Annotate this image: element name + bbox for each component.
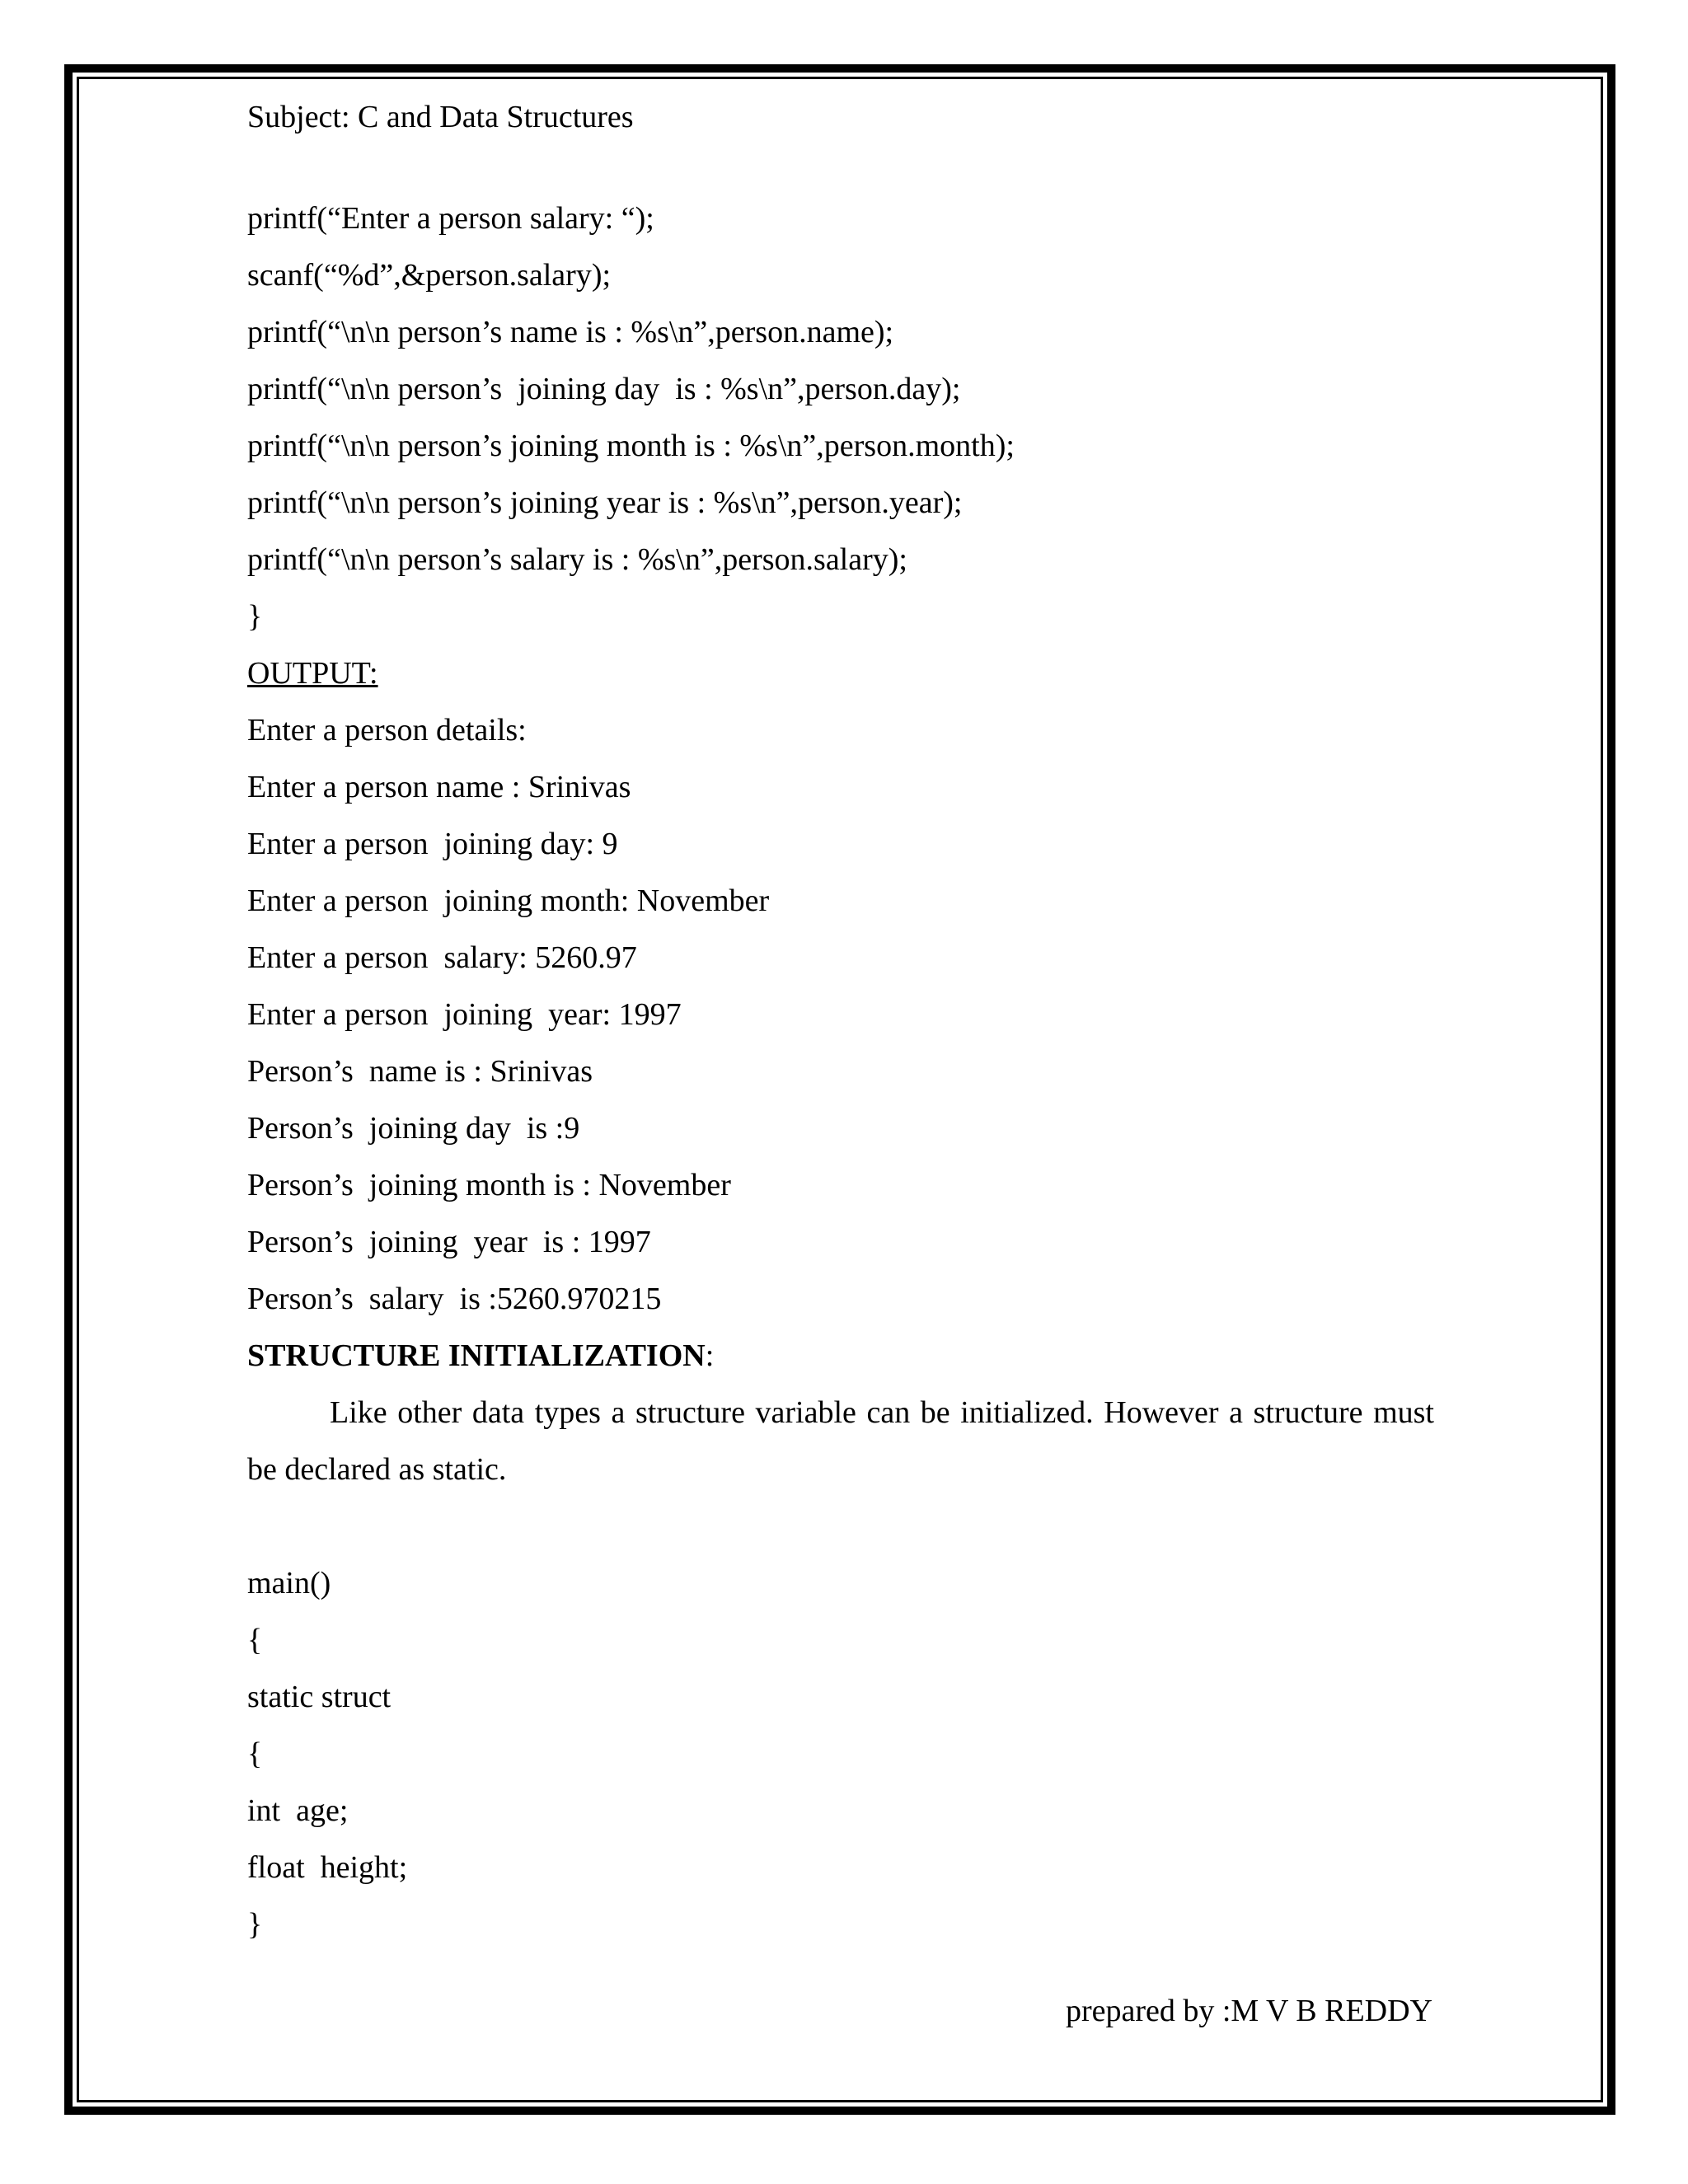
code-line: } [247,1907,263,1942]
output-line: Enter a person joining month: November [247,883,770,918]
code-line: { [247,1736,263,1771]
output-line: Person’s joining year is : 1997 [247,1225,651,1259]
output-line: Person’s salary is :5260.970215 [247,1282,662,1316]
output-line: Enter a person joining day: 9 [247,827,618,861]
output-line: Person’s joining day is :9 [247,1111,580,1146]
code-line: { [247,1623,263,1657]
section-heading-colon: : [705,1338,715,1373]
code-line: printf(“\n\n person’s salary is : %s\n”,person.salary); [247,542,907,577]
output-heading: OUTPUT: [247,656,378,691]
document-page [247,92,1434,1953]
spacer [247,1498,1434,1555]
output-line: Person’s joining month is : November [247,1168,731,1202]
subject-header: Subject: C and Data Structures [247,100,634,134]
code-line: printf(“\n\n person’s joining month is : %s\n”,person.month); [247,429,1015,463]
code-block-bottom [247,1555,1434,1953]
code-line: float height; [247,1850,408,1885]
section-paragraph: Like other data types a structure variable can be initialized. However a structure must be declared as static. [247,1395,1434,1487]
output-line: Enter a person joining year: 1997 [247,997,682,1032]
code-line: scanf(“%d”,&person.salary); [247,258,612,293]
code-line: static struct [247,1680,392,1714]
code-line: int age; [247,1793,349,1828]
code-line: main() [247,1566,331,1601]
output-line: Person’s name is : Srinivas [247,1054,593,1089]
section-heading-line [247,1328,1434,1385]
code-line: printf(“\n\n person’s name is : %s\n”,person.name); [247,315,894,349]
code-line: } [247,599,263,634]
code-block-top [247,190,1434,645]
code-line: printf(“Enter a person salary: “); [247,201,654,236]
output-line: Enter a person name : Srinivas [247,770,631,804]
code-line: printf(“\n\n person’s joining year is : %s\n”,person.year); [247,485,963,520]
output-block [247,702,1434,1328]
prepared-by-footer: prepared by :M V B REDDY [1065,1994,1432,2028]
output-line: Enter a person salary: 5260.97 [247,940,637,975]
output-line: Enter a person details: [247,713,527,748]
code-line: printf(“\n\n person’s joining day is : %s\n”,person.day); [247,372,961,406]
section-heading: STRUCTURE INITIALIZATION [247,1338,706,1373]
